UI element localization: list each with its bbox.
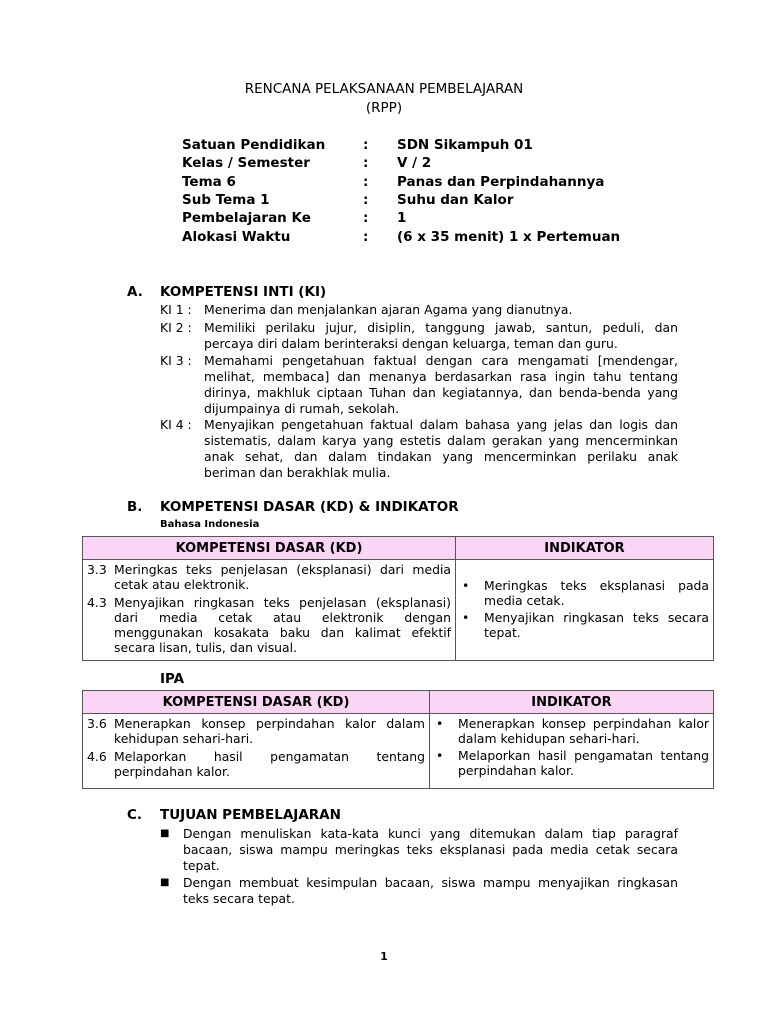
indicator-text: Menerapkan konsep perpindahan kalor dalam kehidupan sehari-hari.: [458, 716, 709, 746]
identity-label: Alokasi Waktu: [182, 229, 291, 245]
identity-value: Panas dan Perpindahannya: [397, 174, 605, 190]
identity-label: Pembelajaran Ke: [182, 210, 311, 226]
indicator-text: Menyajikan ringkasan teks secara tepat.: [484, 610, 709, 640]
ki-code: KI 2 :: [160, 320, 192, 335]
kd-text: Melaporkan hasil pengamatan tentang perpindahan kalor.: [114, 749, 425, 779]
section-title: KOMPETENSI INTI (KI): [160, 284, 327, 300]
square-bullet-icon: ■: [160, 828, 170, 839]
document-subtitle: (RPP): [365, 100, 403, 116]
section-letter: C.: [127, 807, 143, 823]
identity-value: (6 x 35 menit) 1 x Pertemuan: [397, 229, 621, 245]
kd-table-ipa: [82, 690, 714, 789]
kd-text: Menyajikan ringkasan teks penjelasan (eksplanasi) dari media cetak atau elektronik dengan menggunakan kosakata baku dan kalimat efektif secara lisan, tulis, dan visual.: [114, 595, 451, 655]
bullet: •: [436, 748, 444, 763]
bullet: •: [436, 716, 444, 731]
indicator-text: Melaporkan hasil pengamatan tentang perpindahan kalor.: [458, 748, 709, 778]
kd-code: 4.3: [87, 595, 107, 610]
kd-item: [87, 749, 425, 779]
kd-cell: [83, 714, 430, 789]
bullet: •: [462, 578, 470, 593]
goal-item: [160, 875, 678, 907]
indicator-item: [460, 610, 709, 640]
kd-item: [87, 562, 451, 592]
section-title: TUJUAN PEMBELAJARAN: [160, 807, 341, 823]
ki-text: Memiliki perilaku jujur, disiplin, tanggung jawab, santun, peduli, dan percaya diri dalam berinteraksi dengan keluarga, teman dan guru.: [204, 320, 678, 351]
identity-colon: :: [363, 137, 369, 153]
section-title: KOMPETENSI DASAR (KD) & INDIKATOR: [160, 499, 459, 515]
subject-label: Bahasa Indonesia: [160, 519, 260, 530]
table-header-kd: KOMPETENSI DASAR (KD): [83, 537, 456, 560]
indicator-cell: [430, 714, 714, 789]
ki-text: Memahami pengetahuan faktual dengan cara mengamati [mendengar, melihat, membaca] dan menanya berdasarkan rasa ingin tahu tentang dirinya, makhluk ciptaan Tuhan dan kegiatannya, dan benda-benda yang dijumpainya di rumah, sekolah.: [204, 353, 678, 416]
indicator-text: Meringkas teks eksplanasi pada media cetak.: [484, 578, 709, 608]
ki-code: KI 4 :: [160, 417, 192, 432]
ki-code: KI 3 :: [160, 353, 192, 368]
identity-value: 1: [397, 210, 407, 226]
table-header-indicator: INDIKATOR: [456, 537, 714, 560]
goal-text: Dengan menuliskan kata-kata kunci yang ditemukan dalam tiap paragraf bacaan, siswa mampu meringkas teks eksplanasi pada media cetak secara tepat.: [183, 826, 678, 873]
ki-item: [160, 302, 678, 318]
document-title: RENCANA PELAKSANAAN PEMBELAJARAN: [244, 81, 524, 97]
subject-label: IPA: [160, 671, 185, 687]
ki-text: Menyajikan pengetahuan faktual dalam bahasa yang jelas dan logis dan sistematis, dalam karya yang estetis dalam gerakan yang mencerminkan anak sehat, dan dalam tindakan yang mencerminkan perilaku anak beriman dan berakhlak mulia.: [204, 417, 678, 480]
kd-cell: [83, 560, 456, 661]
identity-label: Satuan Pendidikan: [182, 137, 326, 153]
identity-colon: :: [363, 229, 369, 245]
table-header-kd: KOMPETENSI DASAR (KD): [83, 691, 430, 714]
identity-label: Sub Tema 1: [182, 192, 270, 208]
kd-item: [87, 595, 451, 655]
bullet: •: [462, 610, 470, 625]
page-number: 1: [380, 950, 388, 963]
indicator-item: [460, 578, 709, 608]
square-bullet-icon: ■: [160, 877, 170, 888]
section-letter: A.: [127, 284, 143, 300]
table-header-indicator: INDIKATOR: [430, 691, 714, 714]
ki-code: KI 1 :: [160, 302, 192, 317]
indicator-item: [434, 748, 709, 778]
identity-value: V / 2: [397, 155, 432, 171]
identity-colon: :: [363, 192, 369, 208]
kd-code: 4.6: [87, 749, 107, 764]
identity-colon: :: [363, 210, 369, 226]
goal-text: Dengan membuat kesimpulan bacaan, siswa mampu menyajikan ringkasan teks secara tepat.: [183, 875, 678, 906]
kd-item: [87, 716, 425, 746]
kd-code: 3.6: [87, 716, 107, 731]
section-letter: B.: [127, 499, 143, 515]
identity-value: SDN Sikampuh 01: [397, 137, 533, 153]
kd-text: Menerapkan konsep perpindahan kalor dalam kehidupan sehari-hari.: [114, 716, 425, 746]
indicator-cell: [456, 560, 714, 661]
kd-table-bahasa: [82, 536, 714, 661]
identity-label: Tema 6: [182, 174, 236, 190]
identity-colon: :: [363, 174, 369, 190]
kd-code: 3.3: [87, 562, 107, 577]
goal-item: [160, 826, 678, 874]
ki-item: [160, 320, 678, 352]
identity-value: Suhu dan Kalor: [397, 192, 514, 208]
identity-label: Kelas / Semester: [182, 155, 310, 171]
ki-item: [160, 417, 678, 481]
ki-item: [160, 353, 678, 417]
kd-text: Meringkas teks penjelasan (eksplanasi) dari media cetak atau elektronik.: [114, 562, 451, 592]
ki-text: Menerima dan menjalankan ajaran Agama yang dianutnya.: [204, 302, 573, 317]
identity-colon: :: [363, 155, 369, 171]
indicator-item: [434, 716, 709, 746]
